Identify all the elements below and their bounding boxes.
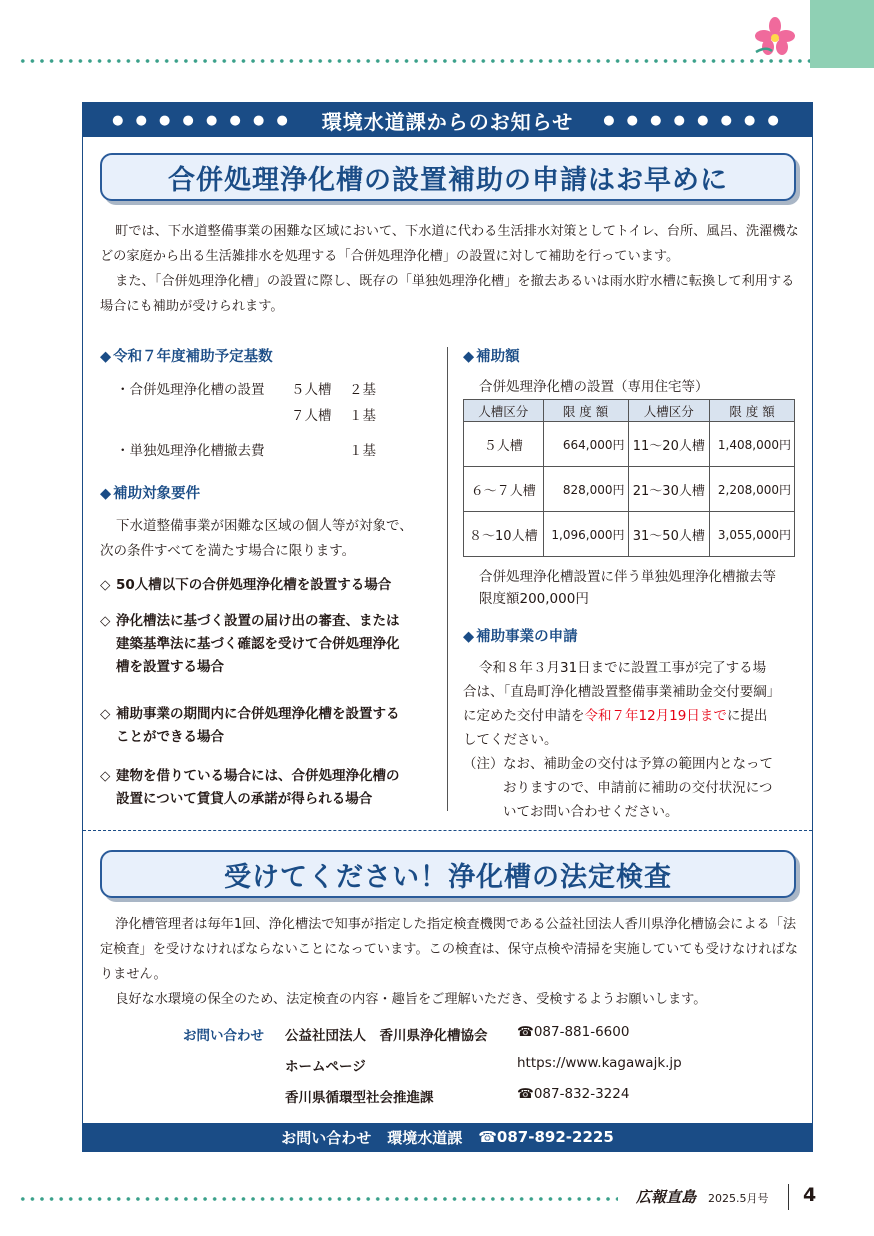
header-dots-right: ● ● ● ● ● ● ● ● (603, 112, 783, 128)
contact-tel2: ☎087-832-3224 (517, 1086, 630, 1102)
requirements-intro-2: 次の条件すべてを満たす場合に限ります。 (100, 543, 356, 559)
quota-line2-label: ・単独処理浄化槽撤去費 (116, 443, 265, 459)
requirement-item (100, 610, 440, 679)
requirement-marker: ◇ (100, 577, 111, 593)
requirements-intro-1: 下水道整備事業が困難な区域の個人等が対象で、 (116, 518, 413, 534)
requirement-line: 補助事業の期間内に合併処理浄化槽を設置する (116, 706, 400, 722)
table-header: 限 度 額 (710, 400, 795, 422)
table-header-row (464, 400, 795, 422)
subsidy-table (463, 399, 795, 557)
amount-heading: ◆ 補助額 (463, 345, 520, 366)
table-header: 限 度 額 (543, 400, 628, 422)
article2-title: 受けてください！浄化槽の法定検査 (100, 850, 796, 898)
issue-date: 2025.5月号 (708, 1192, 769, 1205)
table-cell: 11～20人槽 (628, 422, 710, 467)
table-cell: ６～７人槽 (464, 467, 544, 512)
contact-hp-label: ホームページ (285, 1059, 366, 1075)
table-cell: 828,000円 (543, 467, 628, 512)
table-cell: 31～50人槽 (628, 512, 710, 557)
table-row (464, 422, 795, 467)
application-text: に定めた交付申請を (463, 708, 585, 724)
intro-paragraph: 町では、下水道整備事業の困難な区域において、下水道に代わる生活排水対策としてトイレ、台所、風呂、洗濯機などの家庭から出る生活雑排水を処理する「合併処理浄化槽」の設置に対して補助を行っています。 (100, 224, 799, 264)
requirement-marker: ◇ (100, 706, 111, 722)
contact-hp-link[interactable]: https://www.kagawajk.jp (517, 1055, 682, 1071)
requirement-line: 建築基準法に基づく確認を受けて合併処理浄化 (116, 636, 400, 652)
requirement-marker: ◇ (100, 613, 111, 629)
application-note: いてお問い合わせください。 (503, 804, 679, 820)
footer-tel: ☎087-892-2225 (478, 1128, 614, 1146)
quota-line1-b-count: １基 (349, 408, 376, 424)
application-line: 令和８年３月31日までに設置工事が完了する場 (479, 660, 767, 676)
article2-body (100, 912, 800, 1012)
body-paragraph: 浄化槽管理者は毎年1回、浄化槽法で知事が指定した指定検査機関である公益社団法人香川県浄化槽協会による「法定検査」を受けなければならないことになっています。この検査は、保守点検や清掃を実施していても受けなければなりません。 (100, 917, 798, 982)
amount-caption: 合併処理浄化槽の設置（専用住宅等） (479, 379, 709, 395)
table-row (464, 467, 795, 512)
table-cell: 21～30人槽 (628, 467, 710, 512)
requirements-heading: ◆ 補助対象要件 (100, 482, 200, 503)
application-note: なお、補助金の交付は予算の範囲内となって (503, 756, 773, 772)
requirement-marker: ◇ (100, 768, 111, 784)
flower-icon (752, 16, 798, 56)
contact-org2: 香川県循環型社会推進課 (285, 1090, 434, 1106)
magazine-name: 広報直島 (636, 1188, 697, 1206)
table-cell: 664,000円 (543, 422, 628, 467)
section-title: 環境水道課からのお知らせ (321, 109, 574, 134)
contact-tel1: ☎087-881-6600 (517, 1024, 630, 1040)
body-paragraph: 良好な水環境の保全のため、法定検査の内容・趣旨をご理解いただき、受検するようお願いします。 (115, 992, 707, 1007)
contact-label: お問い合わせ (183, 1028, 264, 1044)
header-dots-left: ● ● ● ● ● ● ● ● (112, 112, 292, 128)
requirement-item (100, 703, 440, 749)
contact-footer-bar (83, 1123, 812, 1151)
requirement-item (100, 574, 440, 597)
table-row (464, 512, 795, 557)
quota-line1-label: ・合併処理浄化槽の設置 (116, 382, 265, 398)
application-heading: ◆ 補助事業の申請 (463, 625, 578, 646)
footer-dept: 環境水道課 (387, 1128, 463, 1147)
section-divider (83, 830, 812, 831)
footer-contact-label: お問い合わせ (281, 1128, 372, 1147)
requirement-line: 50人槽以下の合併処理浄化槽を設置する場合 (116, 577, 392, 593)
requirement-line: 浄化槽法に基づく設置の届け出の審査、または (116, 613, 400, 629)
requirement-item (100, 765, 440, 811)
application-line: してください。 (463, 732, 558, 748)
table-header: 人槽区分 (628, 400, 710, 422)
application-note: おりますので、申請前に補助の交付状況につ (503, 780, 773, 796)
page-number: 4 (803, 1184, 817, 1206)
contact-org1: 公益社団法人 香川県浄化槽協会 (285, 1028, 488, 1044)
table-header: 人槽区分 (464, 400, 544, 422)
requirement-line: 建物を借りている場合には、合併処理浄化槽の (116, 768, 400, 784)
table-cell: ５人槽 (464, 422, 544, 467)
footer-separator (788, 1184, 789, 1210)
quota-line1-b: ７人槽 (291, 408, 332, 424)
notice-frame (82, 102, 813, 1152)
quota-line1-a: ５人槽 (291, 382, 332, 398)
section-header (83, 103, 812, 137)
article1-title: 合併処理浄化槽の設置補助の申請はお早めに (100, 153, 796, 201)
application-line: 合は、「直島町浄化槽設置整備事業補助金交付要綱」 (463, 684, 781, 700)
quota-heading: ◆ 令和７年度補助予定基数 (100, 345, 273, 366)
column-divider (447, 347, 448, 811)
top-dot-border (18, 58, 813, 64)
quota-line1-a-count: ２基 (349, 382, 376, 398)
bottom-dot-border (18, 1196, 618, 1202)
amount-note-2: 限度額200,000円 (479, 591, 589, 607)
corner-tab (810, 0, 874, 68)
application-text: に提出 (726, 708, 768, 724)
quota-line2-count: １基 (349, 443, 376, 459)
requirement-line: 槽を設置する場合 (116, 659, 224, 675)
requirement-line: 設置について賃貸人の承諾が得られる場合 (116, 791, 373, 807)
application-note-mark: （注） (463, 756, 504, 772)
table-cell: 1,096,000円 (543, 512, 628, 557)
table-cell: 3,055,000円 (710, 512, 795, 557)
amount-note-1: 合併処理浄化槽設置に伴う単独処理浄化槽撤去等 (479, 569, 776, 585)
intro-paragraph: また、「合併処理浄化槽」の設置に際し、既存の「単独処理浄化槽」を撤去あるいは雨水貯水槽に転換して利用する場合にも補助が受けられます。 (100, 274, 795, 314)
table-cell: 2,208,000円 (710, 467, 795, 512)
table-cell: ８～10人槽 (464, 512, 544, 557)
article1-intro (100, 219, 800, 319)
table-cell: 1,408,000円 (710, 422, 795, 467)
requirement-line: ことができる場合 (116, 729, 224, 745)
application-line (463, 704, 767, 724)
application-deadline: 令和７年12月19日まで (584, 708, 727, 724)
